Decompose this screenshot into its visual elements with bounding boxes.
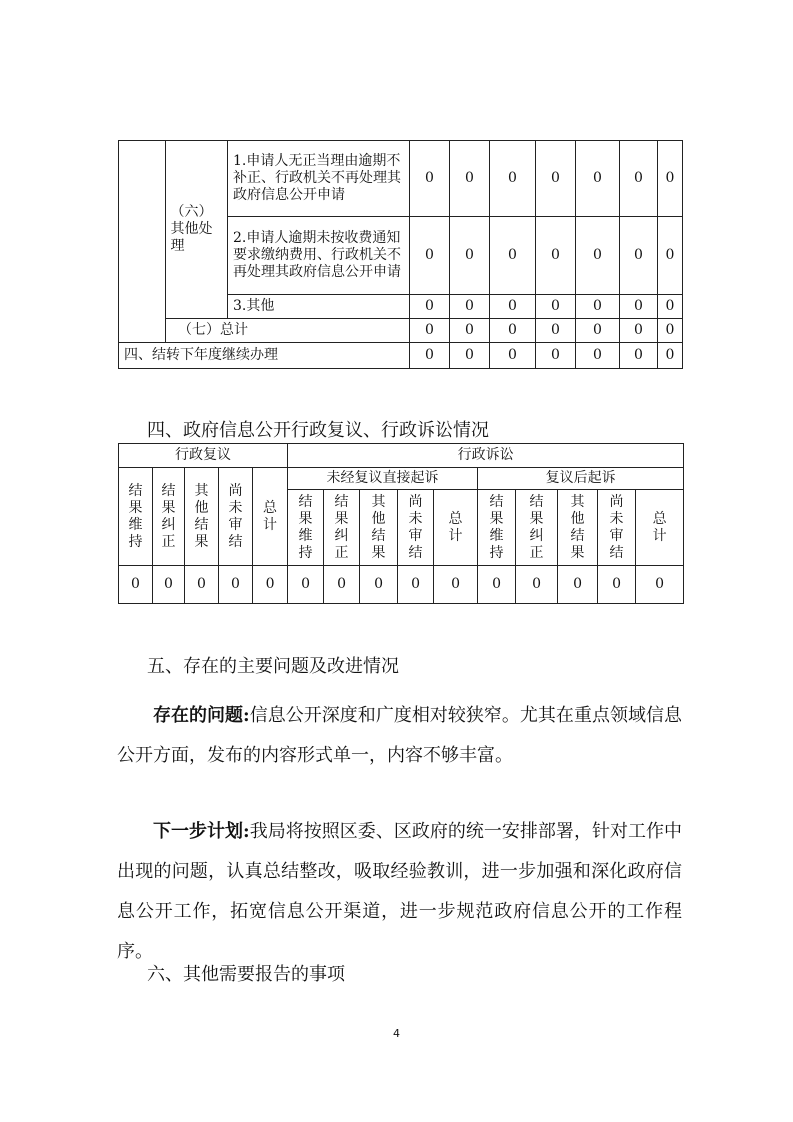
cell: 0 bbox=[536, 343, 576, 369]
col-header: 结果维持 bbox=[119, 468, 153, 566]
after-review-suit-header: 复议后起诉 bbox=[478, 468, 684, 490]
cell: 0 bbox=[324, 566, 360, 604]
col-header: 结果纠正 bbox=[153, 468, 185, 566]
cell: 0 bbox=[576, 295, 620, 319]
problem-text: 信息公开深度和广度相对较狭窄。尤其在重点领域信息公开方面，发布的内容形式单一，内容不够丰富。 bbox=[117, 705, 683, 766]
col-header: 尚未审结 bbox=[398, 490, 434, 566]
cell: 0 bbox=[119, 566, 153, 604]
cell: 0 bbox=[558, 566, 598, 604]
section-heading: 五、存在的主要问题及改进情况 bbox=[147, 656, 399, 677]
page-number: 4 bbox=[393, 1027, 400, 1040]
cell: 0 bbox=[576, 319, 620, 343]
cell: 0 bbox=[516, 566, 558, 604]
cell: 0 bbox=[536, 141, 576, 217]
cell: 0 bbox=[450, 319, 490, 343]
cell: 0 bbox=[185, 566, 219, 604]
cell: 0 bbox=[620, 295, 658, 319]
col-header: 总计 bbox=[253, 468, 288, 566]
row-label: 2.申请人逾期未按收费通知要求缴纳费用、行政机关不再处理其政府信息公开申请 bbox=[228, 217, 410, 295]
cell: 0 bbox=[450, 217, 490, 295]
cell: 0 bbox=[576, 217, 620, 295]
litigation-header: 行政诉讼 bbox=[288, 444, 684, 468]
outer-blank-cell bbox=[119, 141, 166, 343]
cell: 0 bbox=[410, 217, 450, 295]
cell: 0 bbox=[620, 343, 658, 369]
col-header: 尚未审结 bbox=[598, 490, 636, 566]
cell: 0 bbox=[288, 566, 324, 604]
cell: 0 bbox=[410, 343, 450, 369]
cell: 0 bbox=[450, 295, 490, 319]
section-heading: 四、政府信息公开行政复议、行政诉讼情况 bbox=[147, 420, 489, 441]
col-header: 结果维持 bbox=[478, 490, 516, 566]
col-header: 总计 bbox=[636, 490, 684, 566]
col-header: 总计 bbox=[434, 490, 478, 566]
col-header: 尚未审结 bbox=[219, 468, 253, 566]
cell: 0 bbox=[478, 566, 516, 604]
cell: 0 bbox=[410, 319, 450, 343]
cell: 0 bbox=[576, 141, 620, 217]
plan-text: 我局将按照区委、区政府的统一安排部署，针对工作中出现的问题，认真总结整改，吸取经验教训，进一步加强和深化政府信息公开工作，拓宽信息公开渠道，进一步规范政府信息公开的工作程序。 bbox=[117, 821, 683, 962]
cell: 0 bbox=[490, 141, 536, 217]
cell: 0 bbox=[536, 319, 576, 343]
section-heading: 六、其他需要报告的事项 bbox=[147, 964, 345, 985]
review-litigation-table bbox=[118, 443, 684, 604]
cell: 0 bbox=[490, 217, 536, 295]
cell: 0 bbox=[360, 566, 398, 604]
cell: 0 bbox=[490, 343, 536, 369]
cell: 0 bbox=[658, 319, 683, 343]
row-label: 1.申请人无正当理由逾期不补正、行政机关不再处理其政府信息公开申请 bbox=[228, 141, 410, 217]
carryover-label: 四、结转下年度继续办理 bbox=[119, 343, 410, 369]
cell: 0 bbox=[450, 141, 490, 217]
direct-suit-header: 未经复议直接起诉 bbox=[288, 468, 478, 490]
col-header: 结果维持 bbox=[288, 490, 324, 566]
cell: 0 bbox=[598, 566, 636, 604]
cell: 0 bbox=[410, 295, 450, 319]
other-processing-label bbox=[166, 141, 228, 319]
review-header: 行政复议 bbox=[119, 444, 288, 468]
cell: 0 bbox=[620, 217, 658, 295]
col-header: 结果纠正 bbox=[324, 490, 360, 566]
col-header: 其他结果 bbox=[558, 490, 598, 566]
cell: 0 bbox=[398, 566, 434, 604]
problem-label: 存在的问题: bbox=[153, 705, 250, 726]
cell: 0 bbox=[658, 217, 683, 295]
cell: 0 bbox=[450, 343, 490, 369]
cell: 0 bbox=[490, 295, 536, 319]
cell: 0 bbox=[658, 141, 683, 217]
plan-label: 下一步计划: bbox=[153, 821, 250, 842]
cell: 0 bbox=[434, 566, 478, 604]
col-header: 其他结果 bbox=[360, 490, 398, 566]
cell: 0 bbox=[253, 566, 288, 604]
cell: 0 bbox=[658, 295, 683, 319]
plan-paragraph bbox=[117, 812, 682, 972]
cell: 0 bbox=[153, 566, 185, 604]
cell: 0 bbox=[536, 217, 576, 295]
cell: 0 bbox=[536, 295, 576, 319]
cell: 0 bbox=[636, 566, 684, 604]
cell: 0 bbox=[490, 319, 536, 343]
problem-paragraph bbox=[117, 696, 682, 776]
col-header: 结果纠正 bbox=[516, 490, 558, 566]
other-processing-text: （六）其他处理 bbox=[170, 204, 213, 254]
row-label: 3.其他 bbox=[228, 295, 410, 319]
col-header: 其他结果 bbox=[185, 468, 219, 566]
cell: 0 bbox=[410, 141, 450, 217]
total-label: （七）总计 bbox=[166, 319, 410, 343]
processing-table bbox=[118, 140, 683, 369]
cell: 0 bbox=[620, 319, 658, 343]
cell: 0 bbox=[620, 141, 658, 217]
cell: 0 bbox=[219, 566, 253, 604]
cell: 0 bbox=[658, 343, 683, 369]
cell: 0 bbox=[576, 343, 620, 369]
